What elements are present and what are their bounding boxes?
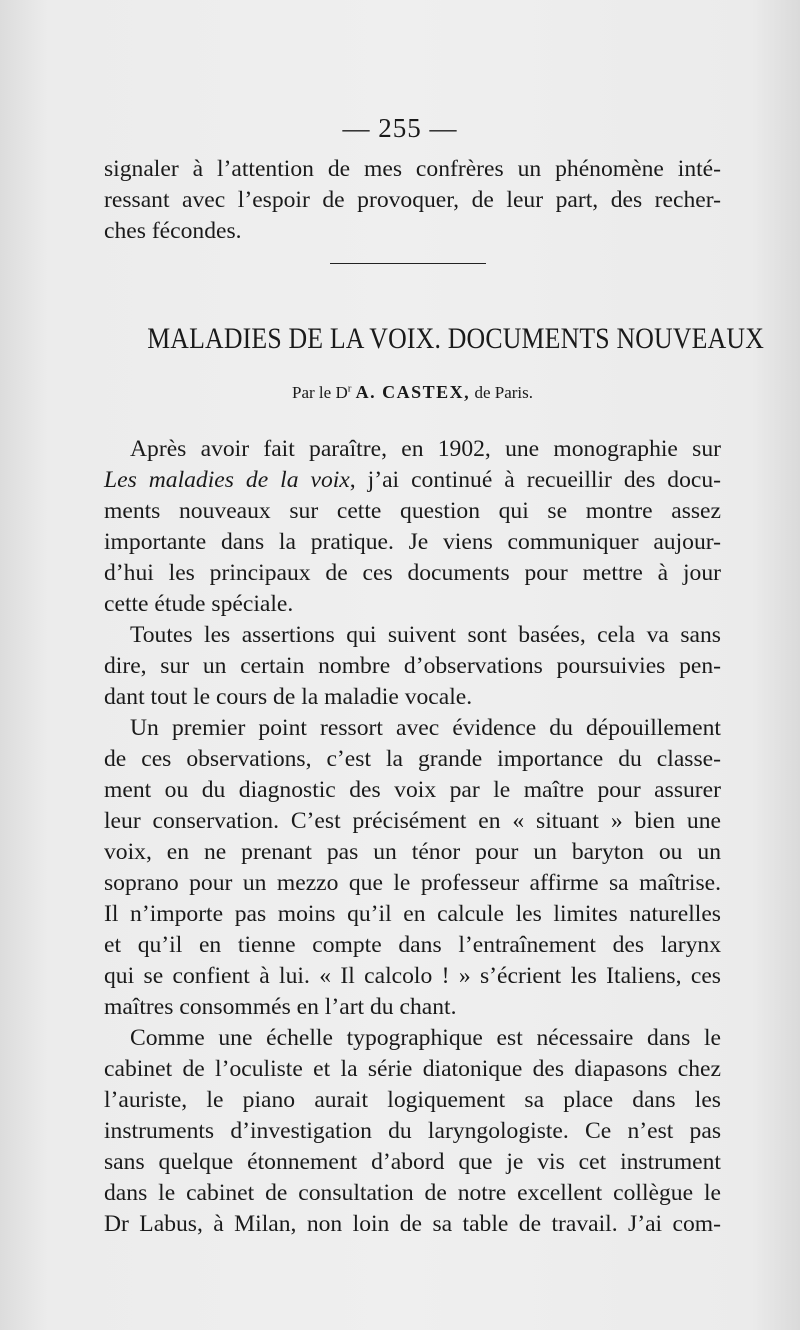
intro-line-2: ressant avec l’espoir de provoquer, de leur part, des recher- <box>104 187 721 213</box>
body-line-16: Il n’importe pas moins qu’il en calcule les limites naturelles <box>104 901 721 927</box>
body-line-15: soprano pour un mezzo que le professeur affirme sa maîtrise. <box>104 870 721 896</box>
body-line-1: Après avoir fait paraître, en 1902, une monographie sur <box>130 436 721 462</box>
body-line-12: ment ou du diagnostic des voix par le maître pour assurer <box>104 777 721 803</box>
body-line-13: leur conservation. C’est précisément en « situant » bien une <box>104 808 721 834</box>
body-line-10: Un premier point ressort avec évidence du dépouillement <box>130 715 721 741</box>
byline-suffix: de Paris. <box>474 383 533 402</box>
body-line-23: instruments d’investigation du laryngologiste. Ce n’est pas <box>104 1118 721 1144</box>
body-line-17: et qu’il en tienne compte dans l’entraînement des larynx <box>104 932 721 958</box>
byline-prefix-sup: r <box>347 382 352 395</box>
intro-line-1: signaler à l’attention de mes confrères un phénomène inté- <box>104 156 721 182</box>
body-line-3: ments nouveaux sur cette question qui se montre assez <box>104 498 721 524</box>
article-title: MALADIES DE LA VOIX. DOCUMENTS NOUVEAUX <box>147 322 765 355</box>
byline <box>104 382 721 403</box>
body-line-19: maîtres consommés en l’art du chant. <box>104 994 457 1020</box>
body-line-7: Toutes les assertions qui suivent sont basées, cela va sans <box>130 622 721 648</box>
body-line-18: qui se confient à lui. « Il calcolo ! » s’écrient les Italiens, ces <box>104 963 721 989</box>
body-line-14: voix, en ne prenant pas un ténor pour un baryton ou un <box>104 839 721 865</box>
body-line-26: Dr Labus, à Milan, non loin de sa table de travail. J’ai com- <box>104 1211 721 1237</box>
body-line-6: cette étude spéciale. <box>104 591 294 617</box>
body-line-9: dant tout le cours de la maladie vocale. <box>104 684 473 710</box>
section-divider <box>330 263 486 264</box>
byline-author: A. CASTEX, <box>355 382 471 402</box>
byline-prefix: Par le D <box>292 383 348 402</box>
body-line-2 <box>104 465 721 496</box>
intro-line-3: ches fécondes. <box>104 218 242 244</box>
body-line-21: cabinet de l’oculiste et la série diatonique des diapasons chez <box>104 1056 721 1082</box>
body-line-22: l’auriste, le piano aurait logiquement sa place dans les <box>104 1087 721 1113</box>
page-number: — 255 — <box>342 113 458 143</box>
body-line-20: Comme une échelle typographique est nécessaire dans le <box>130 1025 721 1051</box>
body-line-24: sans quelque étonnement d’abord que je vis cet instrument <box>104 1149 721 1175</box>
body-line-8: dire, sur un certain nombre d’observations poursuivies pen- <box>104 653 721 679</box>
book-title-italic: Les maladies de la voix, j’ai continué à recueillir des docu- <box>104 467 721 493</box>
body-line-5: d’hui les principaux de ces documents pour mettre à jour <box>104 560 721 586</box>
body-line-11: de ces observations, c’est la grande importance du classe- <box>104 746 721 772</box>
body-line-4: importante dans la pratique. Je viens communiquer aujour- <box>104 529 721 555</box>
body-line-25: dans le cabinet de consultation de notre excellent collègue le <box>104 1180 721 1206</box>
